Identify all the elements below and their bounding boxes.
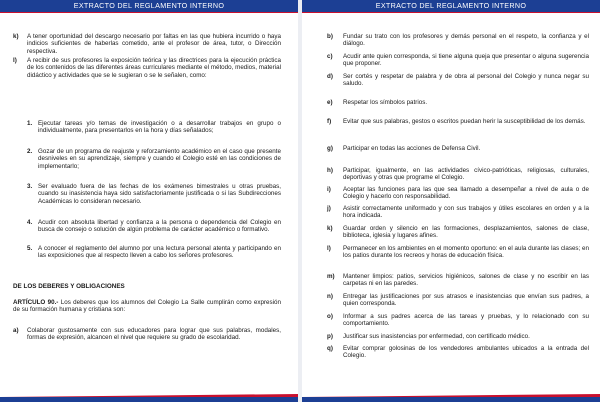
item-text: Evitar comprar golosinas de los vendedores ambulantes ubicados a la entrada del Colegio. bbox=[343, 345, 589, 360]
page-footer-band bbox=[302, 394, 600, 402]
item-text: A recibir de sus profesores la exposición teórica y las directrices para la ejecución práctica de los contenidos de las diferentes áreas curriculares mediante el método, medios, material didáctico y actividades que se le sugieran o se le señalen, como: bbox=[27, 57, 281, 79]
item-mark: 3. bbox=[27, 183, 33, 190]
list-item-m bbox=[327, 273, 589, 288]
list-item-g bbox=[327, 145, 589, 152]
page-header-title: EXTRACTO DEL REGLAMENTO INTERNO bbox=[375, 1, 527, 10]
list-item-l-right bbox=[327, 245, 589, 260]
item-text: Ser cortés y respetar de palabra y de obra al personal del Colegio y nunca negar su saludo. bbox=[343, 73, 589, 88]
right-page bbox=[302, 0, 600, 402]
list-item-n bbox=[327, 293, 589, 308]
list-item-k bbox=[13, 33, 281, 55]
item-text: Ejecutar tareas y/o temas de investigación o a desarrollar trabajos en grupo o individualmente, para presentarlos en la hora y días señalados; bbox=[38, 120, 281, 135]
item-mark: 4. bbox=[27, 219, 33, 226]
item-mark: o) bbox=[327, 313, 333, 320]
list-item-f bbox=[327, 118, 589, 125]
item-mark: a) bbox=[13, 327, 19, 334]
item-text: Colaborar gustosamente con sus educadores para lograr que sus palabras, modales, formas de expresión, alcancen el nivel que requiere su grado de escolaridad. bbox=[27, 327, 281, 342]
page-header bbox=[302, 0, 600, 13]
list-item-4 bbox=[27, 219, 281, 234]
duty-item-list-continued bbox=[327, 33, 589, 383]
list-item-5 bbox=[27, 245, 281, 260]
item-text: Informar a sus padres acerca de las tareas y pruebas, y lo relacionado con su comportamiento. bbox=[343, 313, 589, 328]
item-text: Evitar que sus palabras, gestos o escritos puedan herir la susceptibilidad de los demás. bbox=[343, 118, 586, 125]
item-mark: j) bbox=[327, 205, 331, 212]
list-item-c bbox=[327, 53, 589, 68]
page-footer-band bbox=[0, 394, 298, 402]
item-text: Permanecer en los ambientes en el momento oportuno: en el aula durante las clases; en los patios durante los recreos y horas de educación física. bbox=[343, 245, 589, 260]
article-label: ARTÍCULO 90.- bbox=[13, 299, 59, 306]
list-item-b bbox=[327, 33, 589, 48]
item-text: Justificar sus inasistencias por enfermedad, con certificado médico. bbox=[343, 333, 530, 340]
item-text: Guardar orden y silencio en las formaciones, desplazamientos, salones de clase, biblioteca, iglesia y lugares afines. bbox=[343, 225, 589, 240]
item-text: Aceptar las funciones para las que sea llamado a desempeñar a nivel de aula o de Colegio y hacerlo con responsabilidad. bbox=[343, 186, 589, 201]
item-text: Acudir ante quien corresponda, si tiene alguna queja que presentar o alguna sugerencia que proponer. bbox=[343, 53, 589, 68]
item-mark: e) bbox=[327, 99, 333, 106]
list-item-i bbox=[327, 186, 589, 201]
numbered-item-list bbox=[27, 120, 281, 280]
letter-item-list bbox=[13, 33, 281, 77]
list-item-d bbox=[327, 73, 589, 88]
article-paragraph bbox=[13, 299, 281, 314]
list-item-h bbox=[327, 167, 589, 182]
item-mark: k) bbox=[13, 33, 19, 40]
item-mark: l) bbox=[327, 245, 331, 252]
item-text: Respetar los símbolos patrios. bbox=[343, 99, 428, 106]
item-text: A tener oportunidad del descargo necesario por faltas en las que hubiera incurrido o haya indicios suficientes de haberlas cometido, ante el profesor de área, tutor, o Dirección respectiva. bbox=[27, 33, 281, 55]
list-item-q bbox=[327, 345, 589, 360]
item-mark: g) bbox=[327, 145, 333, 152]
list-item-1 bbox=[27, 120, 281, 135]
list-item-j bbox=[327, 205, 589, 220]
page-header bbox=[0, 0, 298, 13]
item-text: A conocer el reglamento del alumno por una lectura personal atenta y participando en las exposiciones que al respecto lleven a cabo los señores profesores. bbox=[38, 245, 281, 260]
item-text: Gozar de un programa de reajuste y reforzamiento académico en el caso que presente desniveles en su aprendizaje, siempre y cuando el Colegio esté en las condiciones de implementarlo; bbox=[38, 148, 281, 170]
item-text: Entregar las justificaciones por sus atrasos e inasistencias que envían sus padres, a quien corresponda. bbox=[343, 293, 589, 308]
item-text: Acudir con absoluta libertad y confianza a la persona o dependencia del Colegio en busca de consejo o solución de algún problema de carácter académico o formativo. bbox=[38, 219, 281, 234]
list-item-a bbox=[13, 327, 281, 342]
item-mark: c) bbox=[327, 53, 333, 60]
item-mark: d) bbox=[327, 73, 333, 80]
article-text: Los deberes que los alumnos del Colegio La Salle cumplirán como expresión de su formación humana y cristiana son: bbox=[13, 299, 281, 314]
item-text: Participar, igualmente, en las actividades cívico-patrióticas, religiosas, culturales, deportivas y otras que programe el Colegio. bbox=[343, 167, 589, 182]
page-header-title: EXTRACTO DEL REGLAMENTO INTERNO bbox=[73, 1, 225, 10]
item-mark: p) bbox=[327, 333, 333, 340]
section-heading: DE LOS DEBERES Y OBLIGACIONES bbox=[13, 283, 125, 290]
item-mark: m) bbox=[327, 273, 335, 280]
list-item-k-right bbox=[327, 225, 589, 240]
item-text: Ser evaluado fuera de las fechas de los exámenes bimestrales u otras pruebas, cuando su inasistencia haya sido satisfactoriamente justificada o si las Subdirecciones Académicas lo consideran necesario. bbox=[38, 183, 281, 205]
item-mark: q) bbox=[327, 345, 333, 352]
item-text: Asistir correctamente uniformado y con sus trabajos y útiles escolares en orden y a la hora indicada. bbox=[343, 205, 589, 220]
item-text: Participar en todas las acciones de Defensa Civil. bbox=[343, 145, 481, 152]
item-text: Fundar su trato con los profesores y demás personal en el respeto, la confianza y el diálogo. bbox=[343, 33, 589, 48]
item-mark: 5. bbox=[27, 245, 33, 252]
item-mark: l) bbox=[13, 57, 17, 64]
list-item-o bbox=[327, 313, 589, 328]
item-mark: 1. bbox=[27, 120, 33, 127]
item-mark: b) bbox=[327, 33, 333, 40]
item-text: Mantener limpios: patios, servicios higiénicos, salones de clase y no escribir en las carpetas ni en las paredes. bbox=[343, 273, 589, 288]
list-item-l bbox=[13, 57, 281, 79]
item-mark: i) bbox=[327, 186, 331, 193]
item-mark: k) bbox=[327, 225, 333, 232]
item-mark: h) bbox=[327, 167, 333, 174]
list-item-p bbox=[327, 333, 589, 340]
item-mark: f) bbox=[327, 118, 332, 125]
list-item-3 bbox=[27, 183, 281, 205]
left-page bbox=[0, 0, 298, 402]
item-mark: 2. bbox=[27, 148, 33, 155]
list-item-e bbox=[327, 99, 589, 106]
list-item-2 bbox=[27, 148, 281, 170]
item-mark: n) bbox=[327, 293, 333, 300]
